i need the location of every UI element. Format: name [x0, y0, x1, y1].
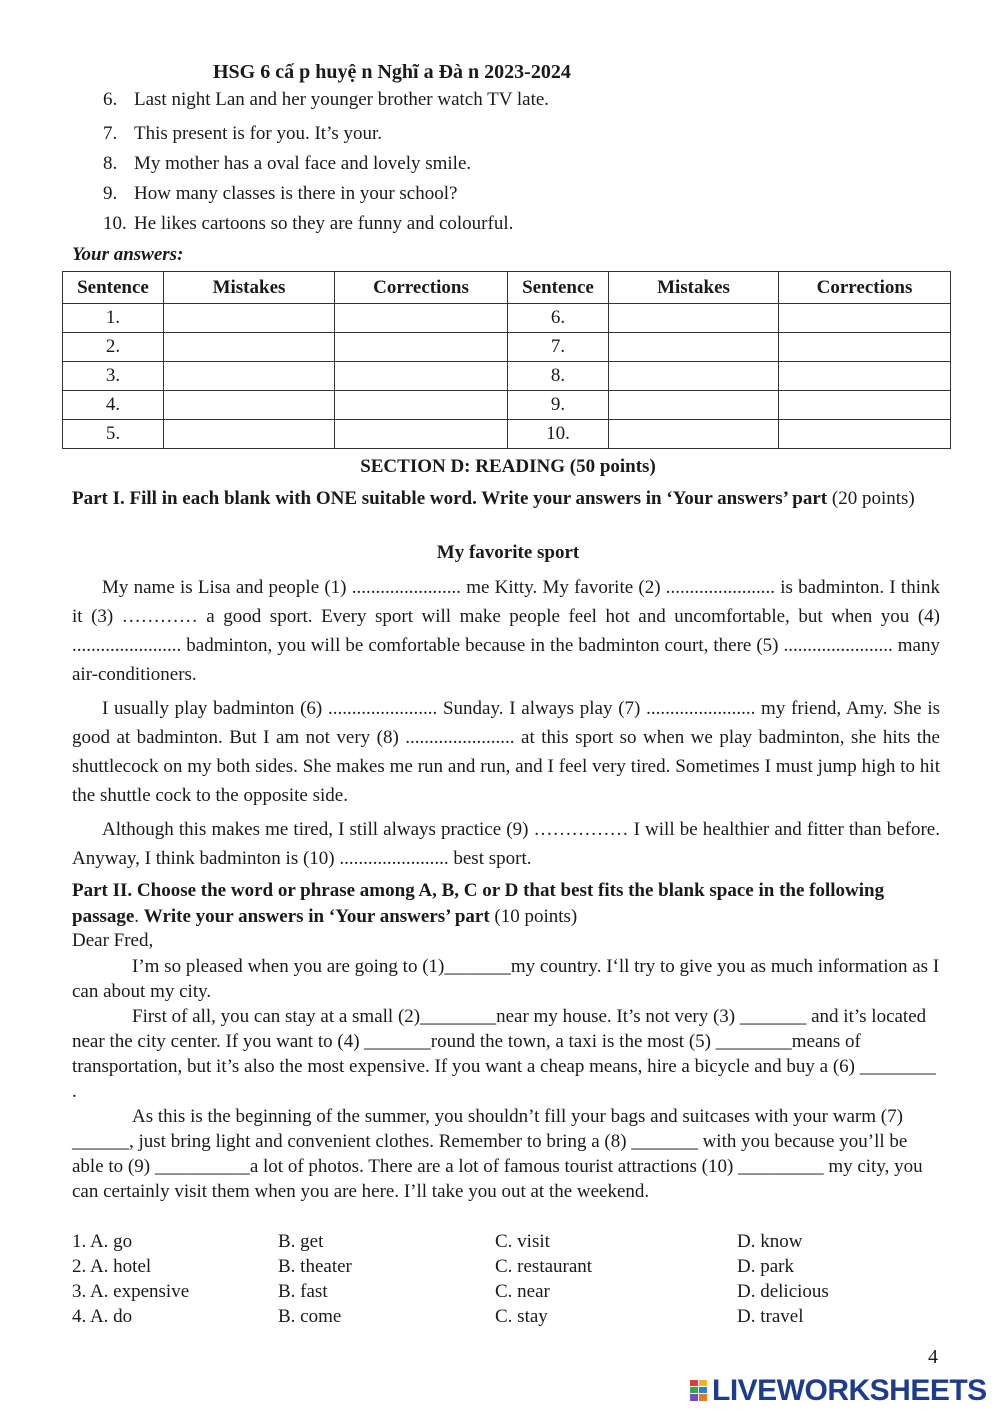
option-d[interactable]: D. know	[737, 1231, 803, 1252]
sentence-number-cell: 10.	[508, 420, 609, 449]
correction-cell[interactable]	[335, 391, 508, 420]
option-c[interactable]: C. near	[495, 1281, 550, 1302]
section-d-title: SECTION D: READING (50 points)	[360, 456, 656, 477]
mistake-cell[interactable]	[609, 362, 779, 391]
passage-title: My favorite sport	[436, 542, 580, 563]
option-c[interactable]: C. visit	[495, 1231, 550, 1252]
letter-greeting: Dear Fred,	[72, 930, 154, 951]
option-b[interactable]: B. get	[278, 1231, 324, 1252]
sentence-number-cell: 8.	[508, 362, 609, 391]
option-b[interactable]: B. fast	[278, 1281, 328, 1302]
sentence-number-cell: 7.	[508, 333, 609, 362]
table-row	[63, 362, 951, 391]
table-header-row	[63, 272, 951, 304]
table-header: Corrections	[335, 272, 508, 304]
sentence-number-cell: 5.	[63, 420, 164, 449]
table-header: Mistakes	[164, 272, 335, 304]
sentence-number-cell: 6.	[508, 304, 609, 333]
correction-cell[interactable]	[779, 362, 951, 391]
table-header: Mistakes	[609, 272, 779, 304]
option-a[interactable]: 3. A. expensive	[72, 1281, 190, 1302]
table-row	[63, 333, 951, 362]
option-b[interactable]: B. theater	[278, 1256, 352, 1277]
option-d[interactable]: D. delicious	[737, 1281, 829, 1302]
table-row	[63, 304, 951, 333]
mistake-cell[interactable]	[609, 391, 779, 420]
your-answers-label: Your answers:	[72, 244, 184, 265]
page-number: 4	[928, 1346, 938, 1368]
option-d[interactable]: D. travel	[737, 1306, 804, 1327]
table-row	[63, 420, 951, 449]
mistake-cell[interactable]	[164, 333, 335, 362]
sentence-number-cell: 3.	[63, 362, 164, 391]
option-a[interactable]: 2. A. hotel	[72, 1256, 152, 1277]
liveworksheets-logo: LIVEWORKSHEETS	[690, 1374, 987, 1408]
part2-paragraph-1: I’m so pleased when you are going to (1)_______my country. I‘ll try to give you as much information as I can about my city.	[72, 956, 940, 1002]
option-a[interactable]: 1. A. go	[72, 1231, 133, 1252]
table-header: Sentence	[508, 272, 609, 304]
sentence-8: 8. My mother has a oval face and lovely smile.	[103, 153, 472, 174]
sentence-10: 10. He likes cartoons so they are funny and colourful.	[103, 213, 514, 234]
part1-instructions: Part I. Fill in each blank with ONE suitable word. Write your answers in ‘Your answers’ part (20 points)	[72, 488, 915, 509]
option-d[interactable]: D. park	[737, 1256, 794, 1277]
part2-paragraph-3: As this is the beginning of the summer, you shouldn’t fill your bags and suitcases with your warm (7) ______, just bring light and convenient clothes. Remember to bring a (8) _______ with you because you’ll be able to (9) __________a lot of photos. There are a lot of famous tourist attractions (10) _________ my city, you can certainly visit them when you are here. I’ll take you out at the weekend.	[72, 1106, 923, 1202]
option-b[interactable]: B. come	[278, 1306, 342, 1327]
page-header: HSG 6 cấ p huyệ n Nghĩ a Đà n 2023-2024	[213, 61, 571, 83]
mistake-cell[interactable]	[609, 333, 779, 362]
mistake-cell[interactable]	[164, 304, 335, 333]
sentence-number-cell: 9.	[508, 391, 609, 420]
mistake-cell[interactable]	[609, 420, 779, 449]
mistake-cell[interactable]	[164, 391, 335, 420]
liveworksheets-logo-icon	[690, 1380, 708, 1402]
correction-cell[interactable]	[335, 333, 508, 362]
sentence-7: 7. This present is for you. It’s your.	[103, 123, 383, 144]
correction-cell[interactable]	[779, 333, 951, 362]
answers-table	[62, 271, 951, 449]
sentence-number-cell: 1.	[63, 304, 164, 333]
mistake-cell[interactable]	[609, 304, 779, 333]
correction-cell[interactable]	[779, 420, 951, 449]
option-c[interactable]: C. stay	[495, 1306, 548, 1327]
option-c[interactable]: C. restaurant	[495, 1256, 593, 1277]
correction-cell[interactable]	[779, 391, 951, 420]
part2-paragraph-2: First of all, you can stay at a small (2)________near my house. It’s not very (3) _______ and it’s located near the city center. If you want to (4) _______round the town, a taxi is the most (5) ________means of transportation, but it’s also the most expensive. If you want a cheap means, hire a bicycle and buy a (6) ________ .	[72, 1006, 936, 1102]
part2-instructions: Part II. Choose the word or phrase among A, B, C or D that best fits the blank space in the following passage. Write your answers in ‘Your answers’ part (10 points)	[72, 880, 885, 927]
part1-paragraph-1: My name is Lisa and people (1) ....................... me Kitty. My favorite (2) ....................... is badminton. I think it (3) ………… a good sport. Every sport will make people feel hot and uncomfortable, but when you (4) ....................... badminton, you will be comfortable because in the badminton court, there (5) ....................... many air-conditioners.	[72, 577, 940, 685]
correction-cell[interactable]	[335, 304, 508, 333]
sentence-6: 6. Last night Lan and her younger brother watch TV late.	[103, 89, 550, 110]
table-header: Corrections	[779, 272, 951, 304]
table-header: Sentence	[63, 272, 164, 304]
mistake-cell[interactable]	[164, 420, 335, 449]
sentence-number-cell: 4.	[63, 391, 164, 420]
correction-cell[interactable]	[779, 304, 951, 333]
correction-cell[interactable]	[335, 420, 508, 449]
part1-paragraph-3: Although this makes me tired, I still always practice (9) …………… I will be healthier and fitter than before. Anyway, I think badminton is (10) ....................... best sport.	[72, 819, 940, 869]
option-a[interactable]: 4. A. do	[72, 1306, 133, 1327]
correction-cell[interactable]	[335, 362, 508, 391]
sentence-number-cell: 2.	[63, 333, 164, 362]
table-row	[63, 391, 951, 420]
sentence-9: 9. How many classes is there in your school?	[103, 183, 458, 204]
mistake-cell[interactable]	[164, 362, 335, 391]
part1-paragraph-2: I usually play badminton (6) ....................... Sunday. I always play (7) ....................... my friend, Amy. She is good at badminton. But I am not very (8) ....................... at this sport so when we play badminton, she hits the shuttlecock on my both sides. She makes me run and run, and I feel very tired. Sometimes I must jump high to hit the shuttle cock to the opposite side.	[72, 698, 940, 806]
